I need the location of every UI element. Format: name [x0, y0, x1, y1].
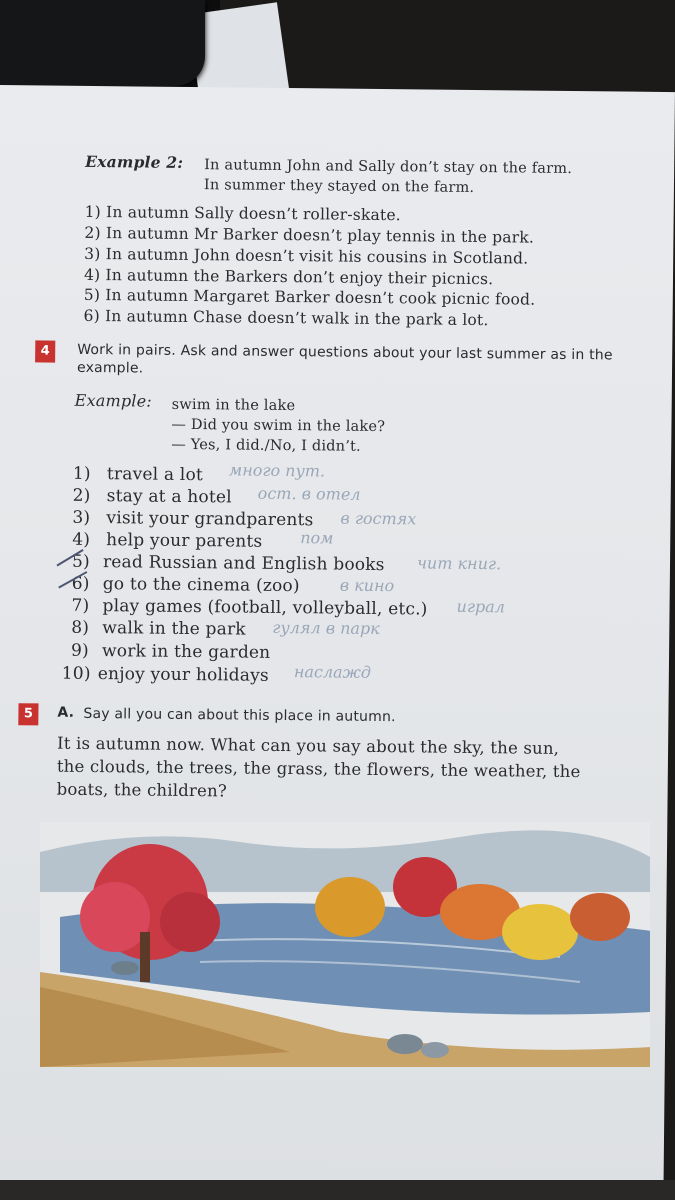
handwriting-5: чит книг.	[416, 553, 502, 574]
ex3-item-2: 2) In autumn Mr Barker doesn’t play tennis in the park.	[84, 223, 535, 247]
ex3-item-6: 6) In autumn Chase doesn’t walk in the park a lot.	[83, 306, 489, 330]
ex5-line1: It is autumn now. What can you say about the sky, the sun,	[57, 733, 560, 758]
ex4-item-5-num: 5)	[71, 551, 90, 572]
ex4-instruction-line2: example.	[76, 359, 144, 377]
yellow-tree	[502, 904, 578, 960]
phone-object	[0, 0, 205, 86]
ex4-item-2-num: 2)	[72, 485, 91, 506]
ex4-item-9-text: work in the garden	[101, 641, 271, 663]
stones	[387, 1034, 423, 1054]
ex4-item-7-text: play games (football, volleyball, etc.)	[102, 596, 428, 620]
ex4-item-5-text: read Russian and English books	[102, 552, 385, 576]
ex5-line3: boats, the children?	[56, 779, 228, 801]
ex4-item-10-text: enjoy your holidays	[97, 664, 269, 686]
ex4-item-1-text: travel a lot	[106, 464, 204, 486]
ex3-item-3: 3) In autumn John doesn’t visit his cousins in Scotland.	[84, 244, 529, 268]
handwriting-2: ост. в отел	[257, 483, 361, 504]
ex4-item-9-num: 9)	[70, 640, 90, 661]
ex4-item-8-text: walk in the park	[102, 618, 246, 640]
ex4-item-4-num: 4)	[72, 529, 91, 550]
pen-tick-marks	[53, 546, 104, 597]
ex4-example-line-1: swim in the lake	[171, 396, 296, 415]
ex4-example-line-3: — Yes, I did./No, I didn’t.	[171, 436, 361, 455]
example2-line1: In autumn John and Sally don’t stay on the farm.	[204, 157, 573, 177]
ex4-item-6-num: 6)	[71, 573, 90, 594]
ex4-example-label: Example:	[74, 390, 153, 411]
handwriting-8: гулял в парк	[272, 617, 380, 639]
ex4-item-10-num: 10)	[61, 663, 91, 684]
example2-label: Example 2:	[85, 151, 184, 172]
handwriting-3: в гостях	[340, 508, 417, 529]
ex5-instruction: Say all you can about this place in autumn.	[83, 705, 396, 726]
ex4-item-2-text: stay at a hotel	[106, 486, 232, 508]
ex5-line2: the clouds, the trees, the grass, the flowers, the weather, the	[56, 756, 581, 782]
ex3-item-1: 1) In autumn Sally doesn’t roller-skate.	[84, 202, 401, 225]
handwriting-7: играл	[456, 596, 506, 617]
ex3-item-4: 4) In autumn the Barkers don’t enjoy their picnics.	[83, 265, 494, 289]
ex4-item-3-num: 3)	[72, 507, 91, 528]
ex3-item-5: 5) In autumn Margaret Barker doesn’t cook picnic food.	[83, 285, 536, 309]
ex4-item-7-num: 7)	[71, 595, 90, 616]
example2-line2: In summer they stayed on the farm.	[203, 177, 475, 196]
yellow-bush	[315, 877, 385, 937]
ex5-part-label: A.	[57, 704, 75, 721]
ex4-item-3-text: visit your grandparents	[106, 508, 314, 531]
autumn-lake-illustration	[40, 822, 650, 1067]
handwriting-9: наслажд	[293, 662, 372, 682]
ex4-item-4-text: help your parents	[106, 530, 263, 552]
table-edge	[0, 1180, 675, 1200]
handwriting-6: в кино	[339, 575, 395, 596]
ex4-instruction-line1: Work in pairs. Ask and answer questions about your last summer as in the	[77, 341, 613, 364]
ex4-item-6-text: go to the cinema (zoo)	[102, 574, 300, 597]
handwriting-1: много пут.	[228, 460, 326, 481]
ex4-item-1-num: 1)	[72, 463, 91, 484]
exercise-4-number: 4	[35, 340, 55, 362]
ex4-example-line-2: — Did you swim in the lake?	[171, 416, 386, 436]
ex4-item-8-num: 8)	[71, 617, 90, 638]
exercise-5-number: 5	[18, 703, 38, 725]
handwriting-4: пом	[300, 528, 334, 548]
